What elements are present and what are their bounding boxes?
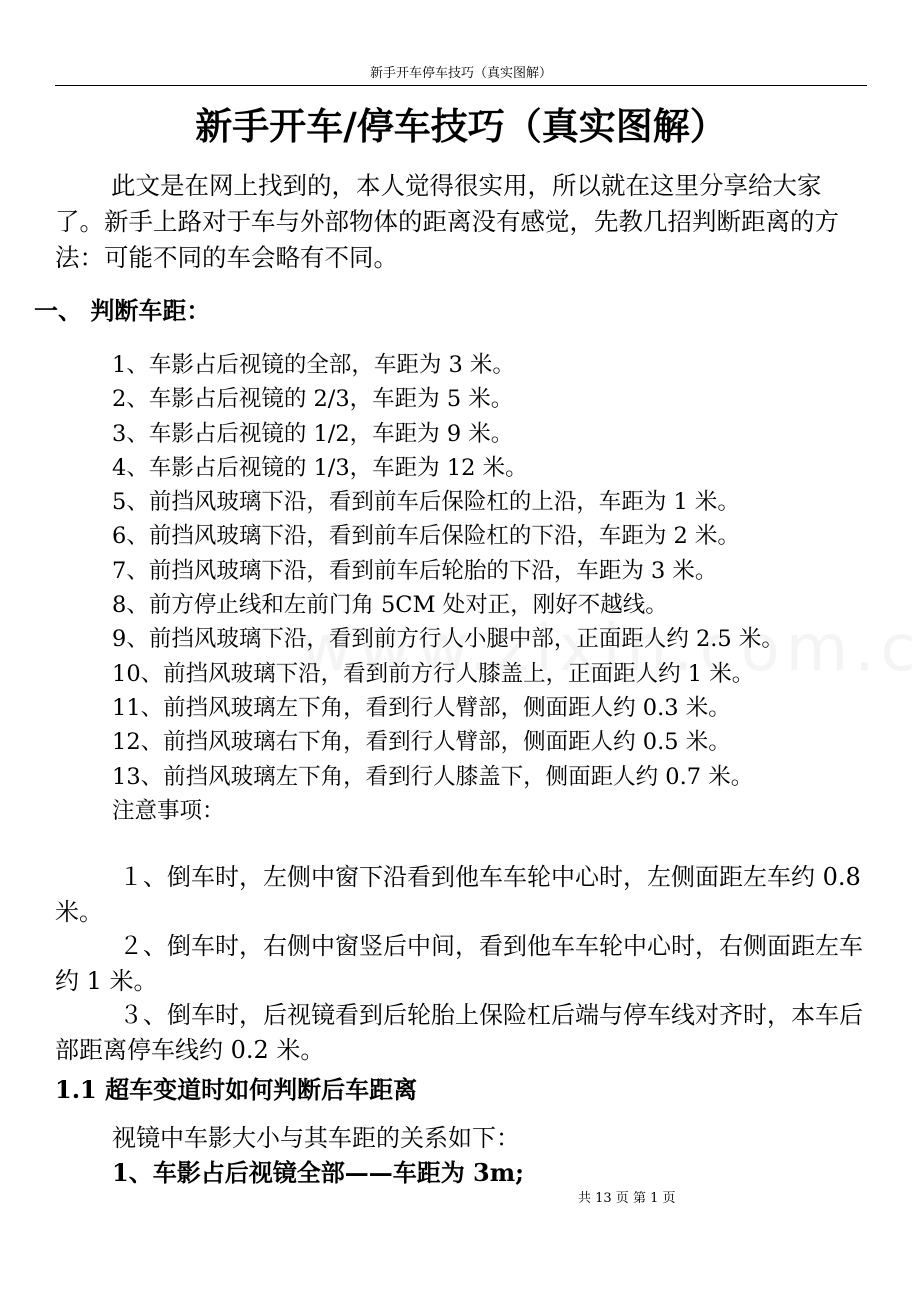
document-title: 新手开车/停车技巧（真实图解）	[195, 104, 727, 148]
list-item: 9、前挡风玻璃下沿，看到前方行人小腿中部，正面距人约 2.5 米。	[112, 626, 784, 653]
list-item: 5、前挡风玻璃下沿，看到前车后保险杠的上沿，车距为 1 米。	[112, 489, 740, 516]
list-item: 4、车影占后视镜的 1/3，车距为 12 米。	[112, 454, 528, 481]
list-item: 10、前挡风玻璃下沿，看到前方行人膝盖上，正面距人约 1 米。	[112, 660, 755, 687]
notes-list	[55, 860, 863, 1067]
subsection-item: 1、车影占后视镜全部——车距为 3m;	[112, 1158, 525, 1187]
list-item: 13、前挡风玻璃左下角，看到行人膝盖下，侧面距人约 0.7 米。	[112, 763, 754, 790]
subsection-heading: 1.1 超车变道时如何判断后车距离	[55, 1075, 418, 1104]
list-item: 7、前挡风玻璃下沿，看到前车后轮胎的下沿，车距为 3 米。	[112, 557, 718, 584]
list-item: 8、前方停止线和左前门角 5CM 处对正，刚好不越线。	[112, 592, 668, 619]
subsection-intro: 视镜中车影大小与其车距的关系如下：	[112, 1124, 520, 1152]
distance-tips-list	[55, 348, 867, 828]
list-item: 1、车影占后视镜的全部，车距为 3 米。	[112, 352, 515, 378]
list-item: 12、前挡风玻璃右下角，看到行人臂部，侧面距人约 0.5 米。	[112, 729, 731, 756]
section-heading-distance: 一、 判断车距：	[34, 296, 211, 325]
header-divider	[55, 85, 867, 86]
list-item: 3、车影占后视镜的 1/2，车距为 9 米。	[112, 420, 514, 447]
running-header: 新手开车停车技巧（真实图解）	[369, 66, 552, 81]
list-item: 11、前挡风玻璃左下角，看到行人臂部，侧面距人约 0.3 米。	[112, 694, 731, 721]
note-item: ２、倒车时，右侧中窗竖后中间，看到他车车轮中心时，右侧面距左车约 1 米。	[55, 932, 863, 995]
notes-title: 注意事项：	[112, 797, 225, 824]
list-item: 6、前挡风玻璃下沿，看到前车后保险杠的下沿，车距为 2 米。	[112, 523, 740, 550]
page-footer: 共 13 页 第 1 页	[578, 1191, 676, 1206]
intro-paragraph: 此文是在网上找到的，本人觉得很实用，所以就在这里分享给大家了。新手上路对于车与外部物体的距离没有感觉，先教几招判断距离的方法：可能不同的车会略有不同。	[55, 171, 839, 272]
list-item: 2、车影占后视镜的 2/3，车距为 5 米。	[112, 386, 514, 413]
note-item: ３、倒车时，后视镜看到后轮胎上保险杠后端与停车线对齐时，本车后部距离停车线约 0.2 米。	[55, 1001, 863, 1064]
note-item: １、倒车时，左侧中窗下沿看到他车车轮中心时，左侧面距左车约 0.8 米。	[55, 863, 861, 926]
